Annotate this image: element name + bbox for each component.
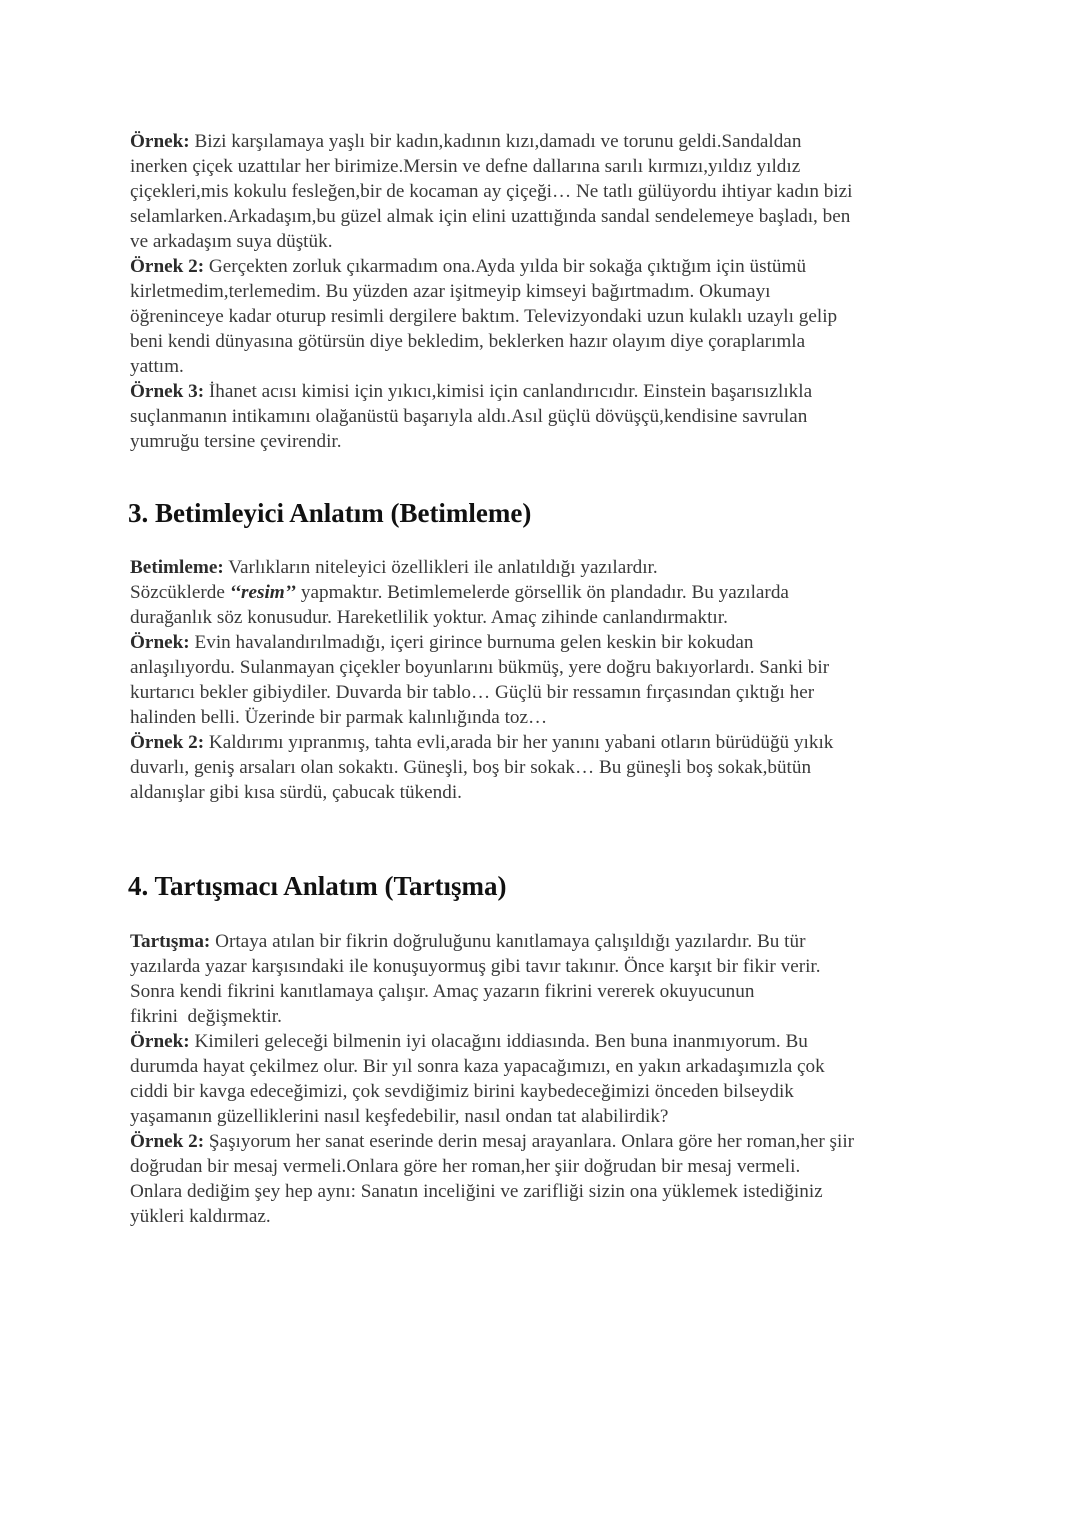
text-line: doğrudan bir mesaj vermeli.Onlara göre her roman,her şiir doğrudan bir mesaj vermeli. xyxy=(130,1156,801,1177)
text-line: selamlarken.Arkadaşım,bu güzel almak için elini uzattığında sandal sendelemeye başladı, ben xyxy=(130,206,851,227)
text-line: ve arkadaşım suya düştük. xyxy=(130,231,333,252)
text-segment: yapmaktır. Betimlemelerde görsellik ön plandadır. Bu yazılarda xyxy=(296,582,789,603)
text-line: Kimileri geleceği bilmenin iyi olacağını iddiasında. Ben buna inanmıyorum. Bu xyxy=(194,1031,808,1052)
section3-body xyxy=(130,555,970,805)
text-line: yazılarda yazar karşısındaki ile konuşuyormuş gibi tavır takınır. Önce karşıt bir fikir verir. xyxy=(130,956,821,977)
example-paragraph xyxy=(130,379,970,404)
text-line: Ortaya atılan bir fikrin doğruluğunu kanıtlamaya çalışıldığı yazılardır. Bu tür xyxy=(215,931,806,952)
example-label: Örnek: xyxy=(130,1031,190,1052)
text-line: inerken çiçek uzattılar her birimize.Mersin ve defne dallarına sarılı kırmızı,yıldız yıldız xyxy=(130,156,801,177)
section4-heading: 4. Tartışmacı Anlatım (Tartışma) xyxy=(128,871,507,901)
text-line: çiçekleri,mis kokulu fesleğen,bir de kocaman ay çiçeği… Ne tatlı gülüyordu ihtiyar kadın bizi xyxy=(130,181,853,202)
definition-paragraph xyxy=(130,929,970,954)
text-line: yükleri kaldırmaz. xyxy=(130,1206,271,1227)
text-line: Evin havalandırılmadığı, içeri girince burnuma gelen keskin bir kokudan xyxy=(194,632,754,653)
text-line: anlaşılıyordu. Sulanmayan çiçekler boyunlarını bükmüş, yere doğru bakıyorlardı. Sanki bir xyxy=(130,657,830,678)
text-segment: Sözcüklerde xyxy=(130,582,230,603)
text-line: Bizi karşılamaya yaşlı bir kadın,kadının kızı,damadı ve torunu geldi.Sandaldan xyxy=(194,131,802,152)
definition-label: Tartışma: xyxy=(130,931,211,952)
example-paragraph xyxy=(130,1129,970,1154)
text-line: durağanlık söz konusudur. Hareketlilik yoktur. Amaç zihinde canlandırmaktır. xyxy=(130,607,728,628)
text-line: İhanet acısı kimisi için yıkıcı,kimisi için canlandırıcıdır. Einstein başarısızlıkla xyxy=(208,381,813,402)
text-line: suçlanmanın intikamını olağanüstü başarıyla aldı.Asıl güçlü dövüşçü,kendisine savrulan xyxy=(130,406,808,427)
text-line: öğreninceye kadar oturup resimli dergilere baktım. Televizyondaki uzun kulaklı uzaylı gelip xyxy=(130,306,838,327)
definition-paragraph xyxy=(130,555,970,580)
example-label: Örnek 2: xyxy=(130,256,205,277)
section2-examples xyxy=(130,129,970,454)
text-line: Gerçekten zorluk çıkarmadım ona.Ayda yılda bir sokağa çıktığım için üstümü xyxy=(208,256,807,277)
text-line: kirletmedim,terlemedim. Bu yüzden azar işitmeyip kimseyi bağırtmadım. Okumayı xyxy=(130,281,771,302)
text-line: kurtarıcı bekler gibiydiler. Duvarda bir tablo… Güçlü bir ressamın fırçasından çıktığı her xyxy=(130,682,815,703)
section3-heading: 3. Betimleyici Anlatım (Betimleme) xyxy=(128,498,532,528)
emphasized-word: ‘‘resim’’ xyxy=(229,582,297,603)
text-line: duvarlı, geniş arsaları olan sokaktı. Güneşli, boş bir sokak… Bu güneşli boş sokak,bütün xyxy=(130,757,812,778)
example-label: Örnek 2: xyxy=(130,732,205,753)
section4-body xyxy=(130,929,970,1229)
definition-label: Betimleme: xyxy=(130,557,224,578)
example-paragraph xyxy=(130,254,970,279)
text-line: yattım. xyxy=(130,356,184,377)
example-paragraph xyxy=(130,129,970,154)
text-line xyxy=(130,580,970,605)
text-line: Varlıkların niteleyici özellikleri ile anlatıldığı yazılardır. xyxy=(228,557,658,578)
example-label: Örnek 3: xyxy=(130,381,205,402)
example-label: Örnek 2: xyxy=(130,1131,205,1152)
text-line: yaşamanın güzelliklerini nasıl keşfedebilir, nasıl ondan tat alabilirdik? xyxy=(130,1106,669,1127)
text-line: aldanışlar gibi kısa sürdü, çabucak tükendi. xyxy=(130,782,462,803)
example-paragraph xyxy=(130,1029,970,1054)
text-line: Onlara dediğim şey hep aynı: Sanatın inceliğini ve zarifliği sizin ona yüklemek istediğiniz xyxy=(130,1181,823,1202)
example-label: Örnek: xyxy=(130,632,190,653)
example-paragraph xyxy=(130,630,970,655)
text-line: ciddi bir kavga edeceğimizi, çok sevdiğimiz birini kaybedeceğimizi önceden bilseydik xyxy=(130,1081,794,1102)
text-line: durumda hayat çekilmez olur. Bir yıl sonra kaza yapacağımızı, en yakın arkadaşımızla çok xyxy=(130,1056,825,1077)
text-line: fikrini değişmektir. xyxy=(130,1006,282,1027)
example-paragraph xyxy=(130,730,970,755)
text-line: Sonra kendi fikrini kanıtlamaya çalışır. Amaç yazarın fikrini vererek okuyucunun xyxy=(130,981,755,1002)
text-line: Kaldırımı yıpranmış, tahta evli,arada bir her yanını yabani otların bürüdüğü yıkık xyxy=(208,732,834,753)
text-line: halinden belli. Üzerinde bir parmak kalınlığında toz… xyxy=(130,707,548,728)
text-line: Şaşıyorum her sanat eserinde derin mesaj arayanlara. Onlara göre her roman,her şiir xyxy=(208,1131,855,1152)
example-label: Örnek: xyxy=(130,131,190,152)
text-line: beni kendi dünyasına götürsün diye bekledim, beklerken hazır olayım diye çoraplarımla xyxy=(130,331,806,352)
text-line: yumruğu tersine çevirendir. xyxy=(130,431,342,452)
